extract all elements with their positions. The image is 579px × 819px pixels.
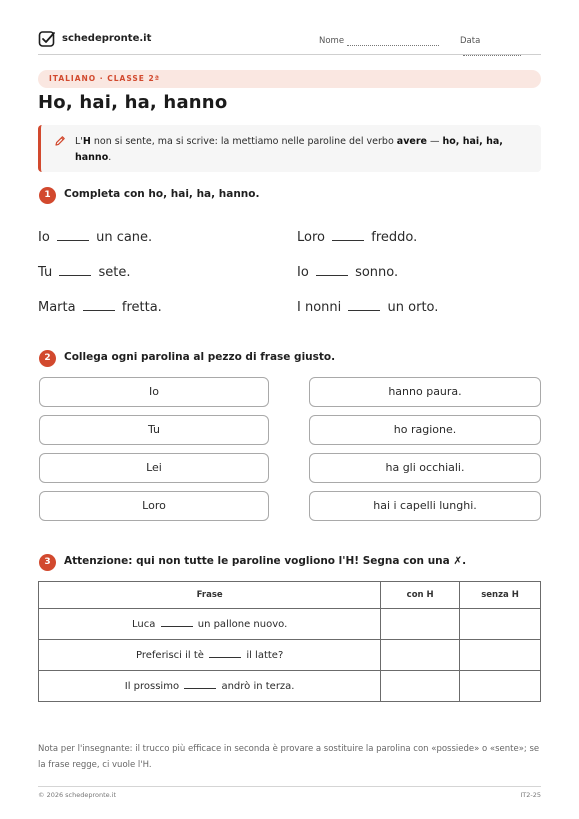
footer-code: IT2-25 [520, 791, 541, 799]
header-divider [38, 54, 541, 55]
senza-h-checkbox-cell[interactable] [460, 671, 541, 702]
sentence-end: fretta. [121, 300, 162, 315]
footer-copyright: © 2026 schedepronte.it [38, 791, 117, 799]
tip-text-bold-forms: ho, hai, ha, hanno [75, 136, 503, 163]
sentence-end: sonno. [355, 265, 399, 280]
section-3-title: Attenzione: qui non tutte le paroline vogliono l'H! Segna con una ✗. [64, 555, 467, 567]
teacher-note: Nota per l'insegnante: il trucco più efficace in seconda è provare a sostituire la parolina con «possiede» o «sente»; se la frase regge, ci vuole l'H. [38, 744, 540, 770]
sentence-end: sete. [98, 265, 131, 280]
header [38, 30, 541, 52]
table-row [39, 640, 541, 671]
table-row [39, 671, 541, 702]
name-field [319, 36, 439, 46]
match-right-item[interactable]: ho ragione. [309, 415, 541, 445]
section-2-title: Collega ogni parolina al pezzo di frase giusto. [64, 351, 336, 363]
section-1-title: Completa con ho, hai, ha, hanno. [64, 188, 260, 200]
header-senza-h: senza H [460, 582, 541, 609]
sentence-end: freddo. [371, 230, 418, 245]
tip-text-part: — [426, 136, 443, 147]
sentence-start: Preferisci il tè [136, 649, 204, 661]
sentence-start: Marta [38, 300, 76, 315]
fill-sentence [38, 300, 162, 315]
answer-blank[interactable] [348, 301, 380, 311]
name-label: Nome [319, 36, 345, 46]
con-h-checkbox-cell[interactable] [381, 671, 460, 702]
match-left-item[interactable]: Io [39, 377, 269, 407]
sentence-start: Tu [38, 265, 53, 280]
check-table [38, 581, 541, 702]
sentence-start: Io [38, 230, 50, 245]
sentence-end: il latte? [246, 649, 284, 661]
page-title: Ho, hai, ha, hanno [38, 92, 228, 113]
pencil-icon [54, 135, 66, 147]
tip-text [75, 134, 535, 166]
footer-divider [38, 786, 541, 787]
subject-badge-text: ITALIANO · CLASSE 2ª [49, 74, 160, 83]
table-row [39, 609, 541, 640]
match-right-item[interactable]: hai i capelli lunghi. [309, 491, 541, 521]
match-left-item[interactable]: Loro [39, 491, 269, 521]
header-frase: Frase [39, 582, 381, 609]
answer-blank[interactable] [161, 619, 193, 627]
answer-blank[interactable] [332, 231, 364, 241]
con-h-checkbox-cell[interactable] [381, 640, 460, 671]
brand-name: schedepronte.it [62, 33, 152, 44]
con-h-checkbox-cell[interactable] [381, 609, 460, 640]
sentence-cell [39, 609, 381, 640]
answer-blank[interactable] [184, 681, 216, 689]
section-3-number: 3 [39, 554, 56, 571]
subject-badge [38, 70, 541, 88]
senza-h-checkbox-cell[interactable] [460, 609, 541, 640]
match-left-item[interactable]: Tu [39, 415, 269, 445]
checkbox-logo-icon [38, 30, 56, 48]
tip-box [38, 125, 541, 172]
tip-text-part: L' [75, 136, 83, 147]
answer-blank[interactable] [59, 266, 91, 276]
section-1-number: 1 [39, 187, 56, 204]
match-right-item[interactable]: hanno paura. [309, 377, 541, 407]
tip-text-part: . [108, 152, 112, 163]
sentence-end: un pallone nuovo. [197, 618, 288, 630]
name-line [347, 37, 439, 46]
match-left-item[interactable]: Lei [39, 453, 269, 483]
table-header-row [39, 582, 541, 609]
fill-sentence [297, 300, 438, 315]
answer-blank[interactable] [316, 266, 348, 276]
fill-sentence [38, 230, 152, 245]
tip-text-bold-h: H [82, 136, 91, 147]
fill-sentence [297, 230, 417, 245]
date-label: Data [460, 36, 481, 46]
sentence-cell [39, 640, 381, 671]
tip-text-bold-verb: avere [396, 136, 427, 147]
sentence-end: un orto. [387, 300, 439, 315]
match-right-item[interactable]: ha gli occhiali. [309, 453, 541, 483]
tip-text-part: non si sente, ma si scrive: la mettiamo nelle paroline del verbo [90, 136, 397, 147]
answer-blank[interactable] [83, 301, 115, 311]
sentence-end: un cane. [96, 230, 153, 245]
sentence-end: andrò in terza. [221, 680, 295, 692]
answer-blank[interactable] [209, 650, 241, 658]
senza-h-checkbox-cell[interactable] [460, 640, 541, 671]
sentence-cell [39, 671, 381, 702]
sentence-start: Loro [297, 230, 325, 245]
sentence-start: Il prossimo [124, 680, 180, 692]
answer-blank[interactable] [57, 231, 89, 241]
date-field [460, 36, 541, 56]
fill-sentence [297, 265, 398, 280]
header-con-h: con H [381, 582, 460, 609]
section-2-number: 2 [39, 350, 56, 367]
fill-sentence [38, 265, 131, 280]
sentence-start: Io [297, 265, 309, 280]
sentence-start: Luca [132, 618, 156, 630]
sentence-start: I nonni [297, 300, 342, 315]
